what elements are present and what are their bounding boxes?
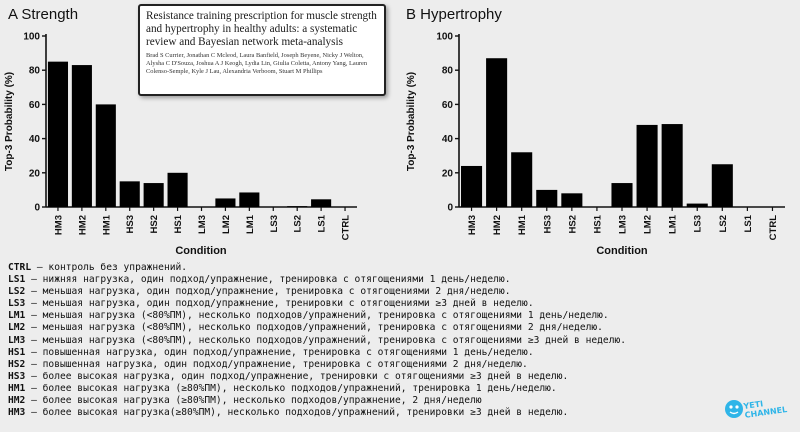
bar: [536, 190, 557, 207]
bar: [637, 125, 658, 207]
legend-line: [8, 322, 708, 334]
legend-text: – меньшая нагрузка (<80%ПМ), несколько подходов/упражнений, тренировка с отягощениями 2 дня/неделю.: [25, 322, 603, 334]
x-tick-label: HM1: [101, 215, 113, 236]
legend-code: LM3: [8, 334, 26, 346]
x-tick-label: CTRL: [340, 215, 352, 241]
x-tick-label: LM3: [617, 215, 629, 234]
x-axis-label: Condition: [596, 245, 648, 257]
legend-code: LS2: [8, 286, 26, 298]
y-tick-label: 80: [28, 65, 40, 77]
paper-authors: Brad S Currier, Jonathan C Mcleod, Laura Banfield, Joseph Beyene, Nicky J Welton, Alysha C D'Souza, Joshua A J Keogh, Lydia Lin, Giulia Coletta, Antony Yang, Lauren Colenso-Semple, Kyle J Lau, Alexandria Verboom, Stuart M Phillips: [146, 52, 368, 75]
bar: [120, 181, 140, 207]
x-tick-label: HM3: [53, 215, 65, 236]
legend-code: LM2: [8, 322, 26, 334]
legend-text: – меньшая нагрузка, один подход/упражнение, тренировки с отягощениями ≥3 дней в неделю.: [25, 298, 534, 310]
legend-code: HM3: [8, 407, 26, 419]
bar: [712, 164, 733, 207]
x-tick-label: HM2: [492, 214, 504, 236]
legend-line: [8, 359, 708, 371]
y-axis-label: Top-3 Probability (%): [4, 71, 15, 172]
x-tick-label: LM2: [220, 215, 232, 234]
legend-code: LS1: [8, 274, 26, 286]
x-tick-label: LM3: [197, 215, 208, 234]
legend-text: – более высокая нагрузка(≥80%ПМ), несколько подходов/упражнений, тренировки ≥3 дней в неделю.: [25, 407, 569, 419]
x-tick-label: LS1: [742, 215, 754, 233]
legend-line: [8, 335, 708, 347]
legend-text: – меньшая нагрузка (<80%ПМ), несколько подходов/упражнений, тренировка с отягощениями ≥3 дней в неделю.: [25, 334, 627, 346]
bar: [311, 199, 331, 207]
panel-title: A Strength: [8, 6, 79, 23]
paper-title-card: [138, 4, 386, 96]
x-tick-label: LS1: [316, 215, 328, 233]
bar: [461, 166, 482, 207]
legend-text: – более высокая нагрузка (≥80%ПМ), несколько подходов/упражнение, 2 дня/неделю: [25, 395, 482, 407]
legend-line: [8, 298, 708, 310]
x-tick-label: CTRL: [767, 215, 779, 241]
watermark-text: YETI CHANNEL: [742, 399, 788, 420]
bar: [486, 58, 507, 207]
x-tick-label: HS1: [173, 215, 185, 234]
legend-text: – нижняя нагрузка, один подход/упражнение, тренировка с отягощениями 1 день/неделю.: [25, 274, 511, 286]
paper-title: Resistance training prescription for muscle strength and hypertrophy in healthy adults: a systematic review and Bayesian network meta-analysis: [146, 10, 377, 48]
x-tick-label: HS2: [149, 215, 161, 234]
x-tick-label: HM3: [467, 215, 479, 236]
y-tick-label: 60: [28, 99, 40, 111]
channel-logo: [722, 394, 788, 424]
bar: [561, 193, 582, 207]
bar: [144, 183, 164, 207]
y-tick-label: 80: [441, 65, 453, 77]
x-tick-label: LS3: [692, 215, 704, 233]
legend-code: LS3: [8, 298, 26, 310]
bar: [48, 62, 68, 207]
x-tick-label: HM1: [517, 215, 529, 236]
legend-code: LM1: [8, 310, 26, 322]
x-tick-label: HS1: [592, 215, 604, 234]
x-tick-label: HS2: [567, 215, 579, 234]
legend-text: – повышенная нагрузка, один подход/упражнение, тренировка с отягощениями 2 дня/неделю.: [25, 358, 528, 370]
y-tick-label: 100: [23, 31, 40, 43]
y-tick-label: 40: [28, 134, 40, 146]
legend-text: – контроль без упражнений.: [31, 262, 188, 273]
legend-line: [8, 347, 708, 359]
y-tick-label: 40: [441, 134, 453, 146]
legend-line: [8, 395, 708, 407]
x-tick-label: HM2: [77, 215, 89, 236]
legend-code: CTRL: [8, 262, 32, 273]
y-axis-label: Top-3 Probability (%): [406, 71, 417, 172]
x-tick-label: LS3: [268, 215, 280, 233]
legend-text: – повышенная нагрузка, один подход/упражнение, тренировка с отягощениями 1 день/неделю.: [25, 346, 534, 358]
x-tick-label: HS3: [125, 215, 137, 234]
bar: [72, 65, 92, 207]
legend-line: [8, 274, 708, 286]
panel-title: B Hypertrophy: [406, 6, 502, 23]
x-tick-label: LM1: [244, 215, 256, 234]
legend-text: – меньшая нагрузка, один подход/упражнение, тренировка с отягощениями 2 дня/неделю.: [25, 286, 511, 298]
legend-code: HS1: [8, 346, 26, 358]
legend-line: [8, 383, 708, 395]
legend-code: HM2: [8, 395, 26, 407]
bar: [662, 124, 683, 207]
legend-line: [8, 310, 708, 322]
legend-code: HS2: [8, 358, 26, 370]
bar: [215, 198, 235, 207]
legend-line: [8, 262, 708, 274]
legend-text: – меньшая нагрузка (<80%ПМ), несколько подходов/упражнений, тренировка с отягощениями 1 день/неделю.: [25, 310, 609, 322]
x-tick-label: HS3: [542, 215, 554, 234]
y-tick-label: 20: [28, 168, 40, 180]
legend-line: [8, 371, 708, 383]
condition-legend: [8, 262, 708, 419]
bar: [611, 183, 632, 207]
legend-code: HS3: [8, 370, 26, 382]
y-tick-label: 100: [436, 31, 453, 43]
x-tick-label: LS2: [717, 215, 729, 233]
bar: [287, 206, 307, 207]
y-tick-label: 0: [447, 202, 453, 214]
y-tick-label: 0: [34, 202, 40, 214]
bar: [687, 204, 708, 207]
x-tick-label: LS2: [292, 215, 304, 233]
x-axis-label: Condition: [175, 245, 227, 257]
legend-code: HM1: [8, 382, 26, 394]
y-tick-label: 20: [441, 168, 453, 180]
legend-text: – более высокая нагрузка, один подход/упражнение, тренировки с отягощениями ≥3 дней в неделю.: [25, 370, 569, 382]
bar: [168, 173, 188, 207]
y-tick-label: 60: [441, 99, 453, 111]
bar: [239, 192, 259, 207]
legend-line: [8, 407, 708, 419]
legend-text: – более высокая нагрузка (≥80%ПМ), несколько подходов/упражнений, тренировка 1 день/неделю.: [25, 382, 557, 394]
legend-line: [8, 286, 708, 298]
x-tick-label: LM2: [642, 215, 654, 234]
bar: [96, 104, 116, 207]
bar: [511, 152, 532, 207]
x-tick-label: LM1: [667, 215, 679, 234]
